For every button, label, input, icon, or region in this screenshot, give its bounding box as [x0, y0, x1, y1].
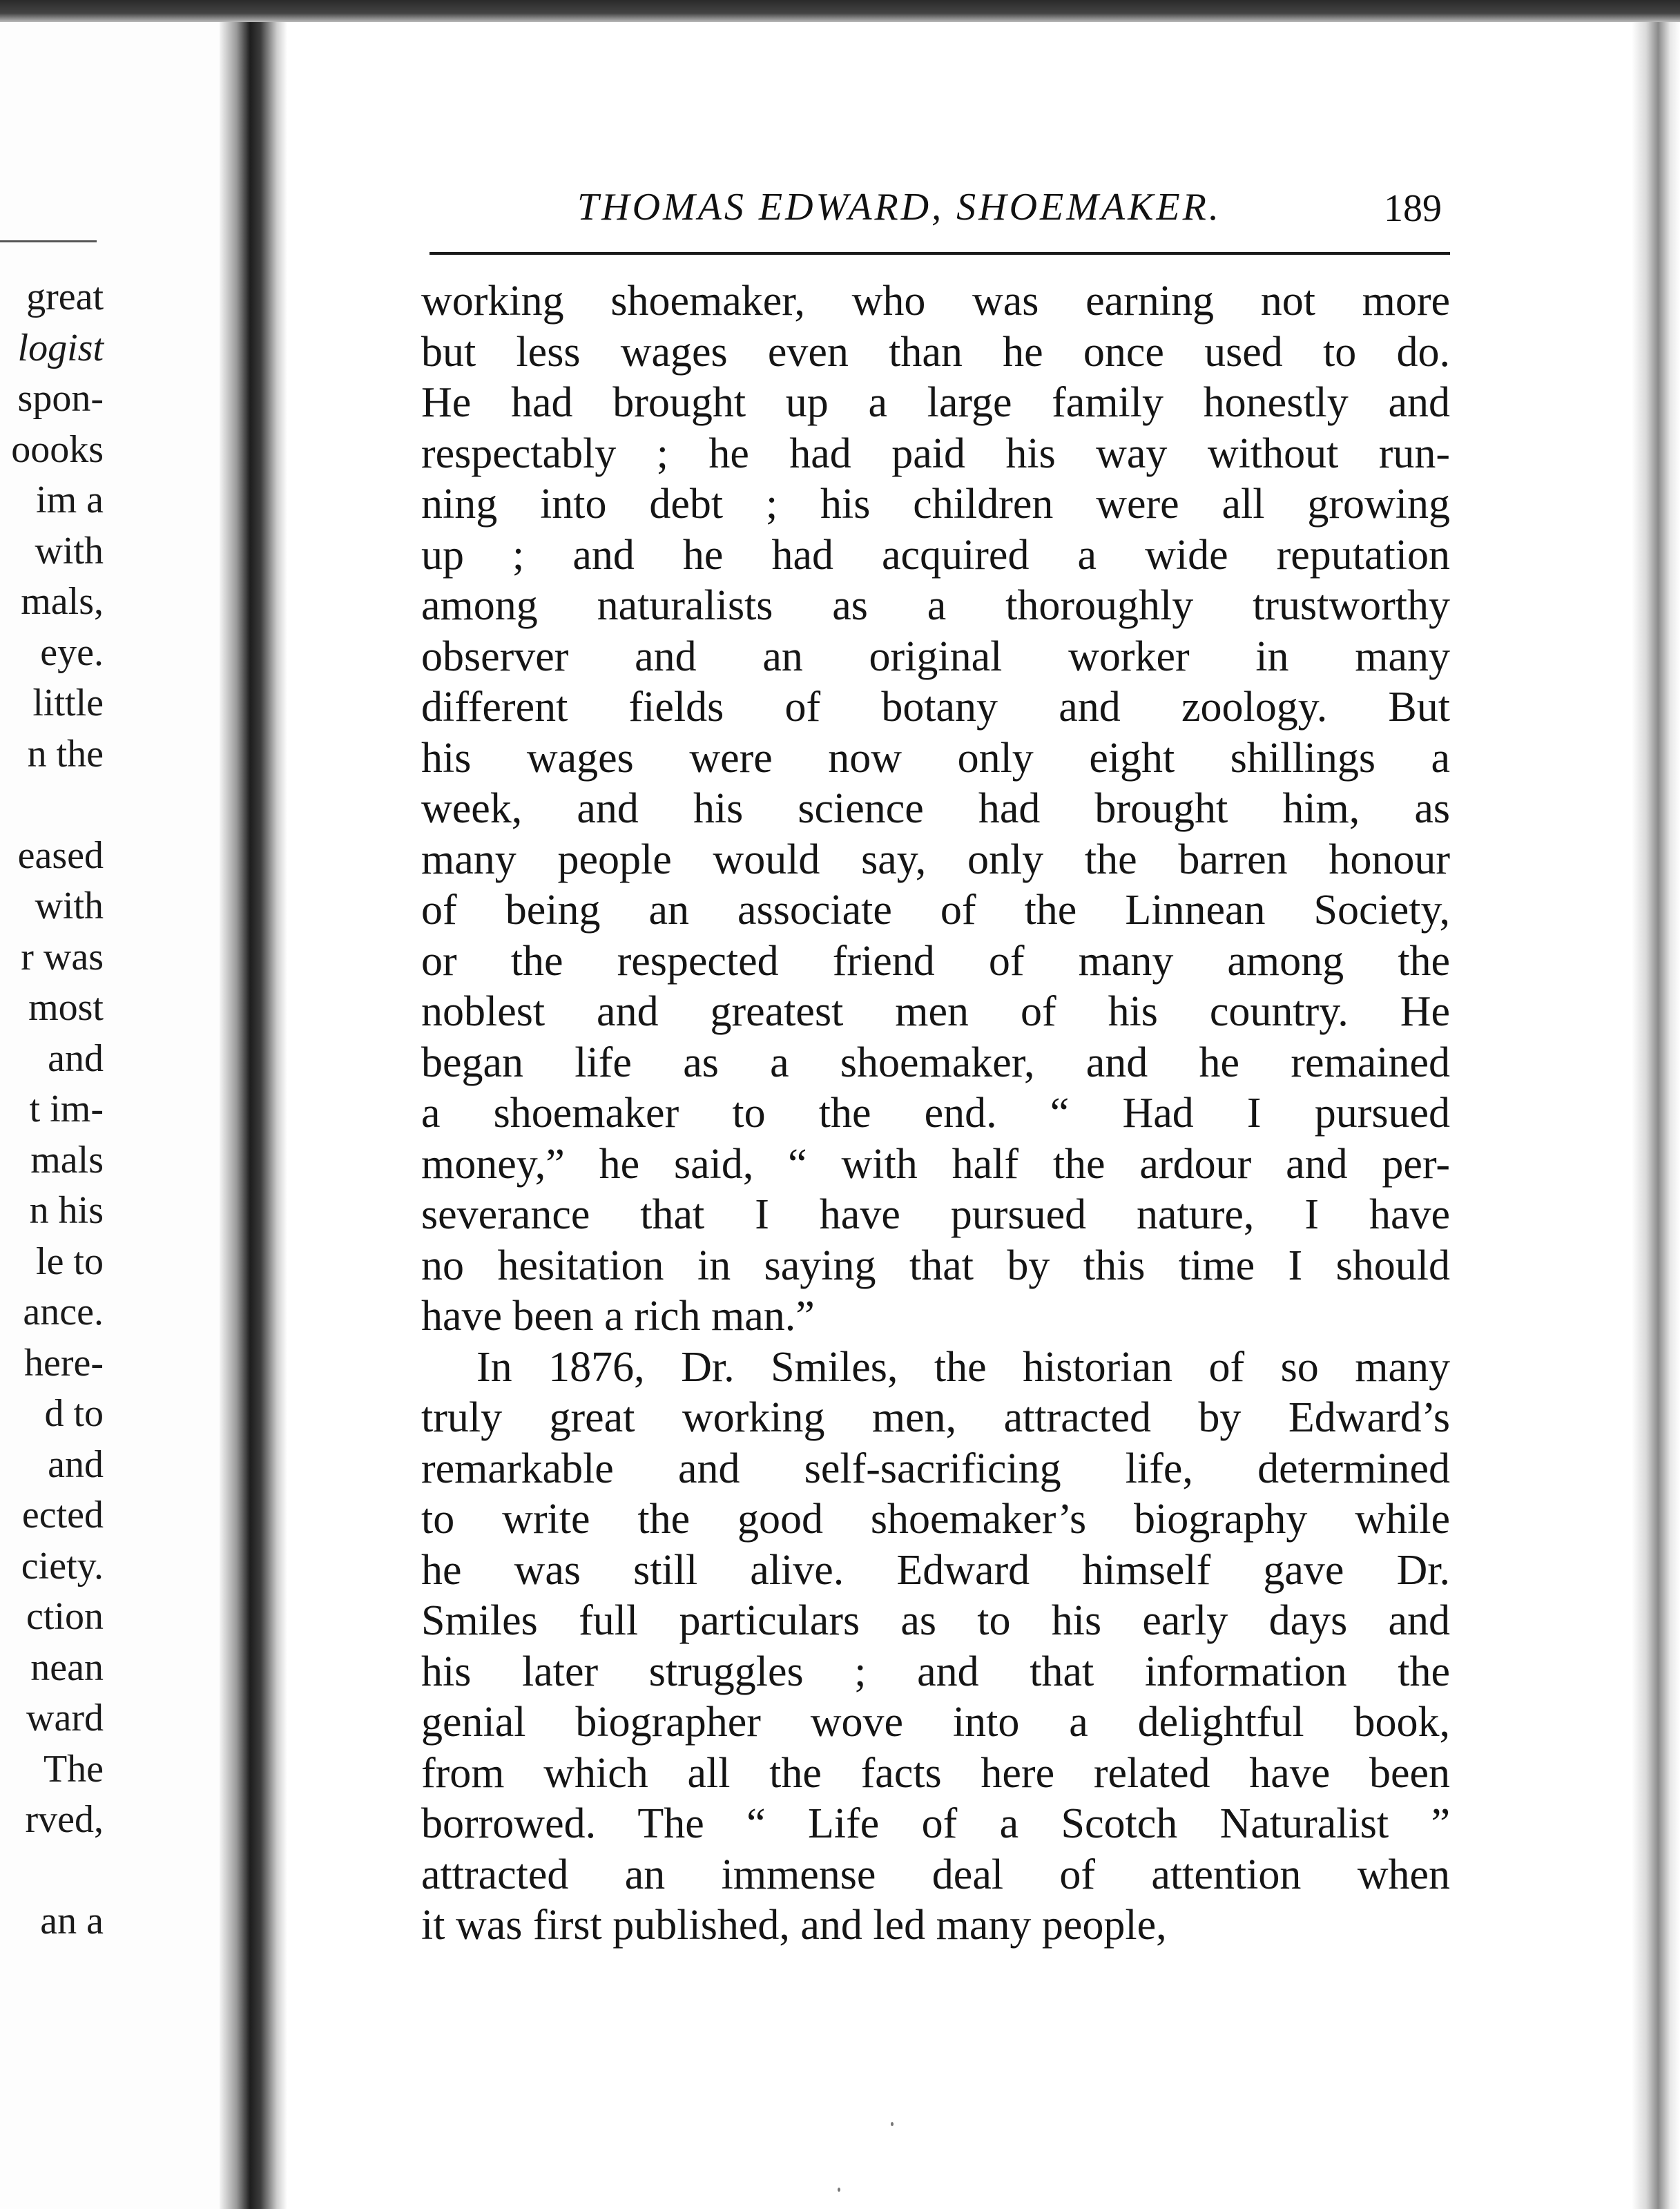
left-fragment-line: with	[35, 529, 104, 572]
left-fragment-line: r was	[21, 935, 104, 978]
book-gutter	[220, 0, 287, 2209]
text-line: began life as a shoemaker, and he remained	[421, 1039, 1450, 1086]
text-line: truly great working men, attracted by Edward’s	[421, 1394, 1450, 1441]
left-fragment-line: an a	[40, 1900, 104, 1942]
left-fragment-line: mals,	[21, 580, 104, 623]
left-fragment-line: with	[35, 885, 104, 927]
text-line: among naturalists as a thoroughly trustworthy	[421, 582, 1450, 629]
left-fragment-line: eased	[17, 833, 104, 877]
text-line: of being an associate of the Linnean Society,	[421, 887, 1450, 934]
text-line: different fields of botany and zoology. But	[421, 684, 1450, 731]
text-line: In 1876, Dr. Smiles, the historian of so many	[476, 1343, 1450, 1391]
text-line: Smiles full particulars as to his early days and	[421, 1597, 1450, 1644]
left-fragment-line: t im-	[29, 1088, 104, 1130]
left-fragment-line: and	[48, 1036, 104, 1080]
text-line: but less wages even than he once used to do.	[421, 328, 1450, 376]
paper-speck	[891, 2122, 894, 2126]
text-line: his later struggles ; and that information the	[421, 1648, 1450, 1695]
left-fragment-line: nean	[30, 1646, 104, 1689]
text-line: remarkable and self-sacrificing life, determined	[421, 1445, 1450, 1492]
text-line: borrowed. The “ Life of a Scotch Naturalist ”	[421, 1800, 1450, 1847]
text-line: observer and an original worker in many	[421, 633, 1450, 680]
paper-speck	[838, 2188, 840, 2192]
text-line: have been a rich man.”	[421, 1293, 815, 1340]
text-line: genial biographer wove into a delightful book,	[421, 1699, 1450, 1746]
text-line: working shoemaker, who was earning not more	[421, 278, 1450, 325]
text-line: money,” he said, “ with half the ardour and per-	[421, 1140, 1450, 1188]
left-fragment-line: rved,	[25, 1798, 104, 1841]
book-top-edge	[0, 0, 1680, 22]
text-line: or the respected friend of many among the	[421, 937, 1450, 985]
left-fragment-line: le to	[36, 1239, 104, 1283]
left-page	[0, 0, 249, 2209]
left-fragment-line: d to	[44, 1392, 104, 1435]
left-fragment-line: n his	[29, 1189, 104, 1232]
left-fragment-line: most	[28, 986, 104, 1029]
text-line: up ; and he had acquired a wide reputation	[421, 531, 1450, 579]
body-text	[421, 276, 1450, 1951]
left-fragment-line: im a	[36, 479, 104, 521]
left-fragment-line: The	[43, 1747, 104, 1791]
left-fragment-line: and	[48, 1443, 104, 1486]
running-header	[577, 185, 1453, 233]
right-page-edge	[1632, 0, 1680, 2209]
text-line: noblest and greatest men of his country. He	[421, 988, 1450, 1035]
left-fragment-line: mals	[30, 1138, 104, 1181]
left-fragment-line: great	[26, 276, 104, 318]
text-line: his wages were now only eight shillings a	[421, 734, 1450, 782]
left-page-text-fragments	[0, 0, 104, 2209]
text-line: from which all the facts here related have been	[421, 1749, 1450, 1797]
left-fragment-line: ction	[26, 1595, 104, 1638]
left-fragment-line: ward	[26, 1697, 104, 1739]
text-line: a shoemaker to the end. “ Had I pursued	[421, 1090, 1450, 1137]
text-line: no hesitation in saying that by this time I should	[421, 1242, 1450, 1289]
left-fragment-line: ciety.	[21, 1544, 104, 1588]
text-line: to write the good shoemaker’s biography while	[421, 1496, 1450, 1543]
text-line: week, and his science had brought him, as	[421, 785, 1450, 832]
text-line: ning into debt ; his children were all growing	[421, 481, 1450, 528]
text-line: it was first published, and led many people,	[421, 1902, 1167, 1949]
text-line: respectably ; he had paid his way without run-	[421, 430, 1450, 477]
running-title: THOMAS EDWARD, SHOEMAKER.	[577, 186, 1222, 229]
text-line: many people would say, only the barren honour	[421, 836, 1450, 883]
left-fragment-line: n the	[27, 732, 104, 775]
left-fragment-line: ected	[21, 1494, 104, 1536]
text-line: he was still alive. Edward himself gave Dr.	[421, 1546, 1450, 1594]
left-fragment-line: spon-	[17, 377, 104, 420]
left-fragment-line: little	[32, 682, 104, 724]
text-line: attracted an immense deal of attention when	[421, 1851, 1450, 1898]
left-fragment-line: here-	[23, 1341, 104, 1385]
left-fragment-line: eye.	[40, 630, 104, 674]
text-line: He had brought up a large family honestly and	[421, 379, 1450, 426]
left-fragment-line: oooks	[11, 427, 104, 471]
left-fragment-line: logist	[17, 326, 104, 369]
text-line: severance that I have pursued nature, I have	[421, 1191, 1450, 1238]
page-number: 189	[1384, 187, 1442, 230]
left-fragment-line: ance.	[23, 1291, 104, 1333]
header-rule	[429, 252, 1450, 255]
